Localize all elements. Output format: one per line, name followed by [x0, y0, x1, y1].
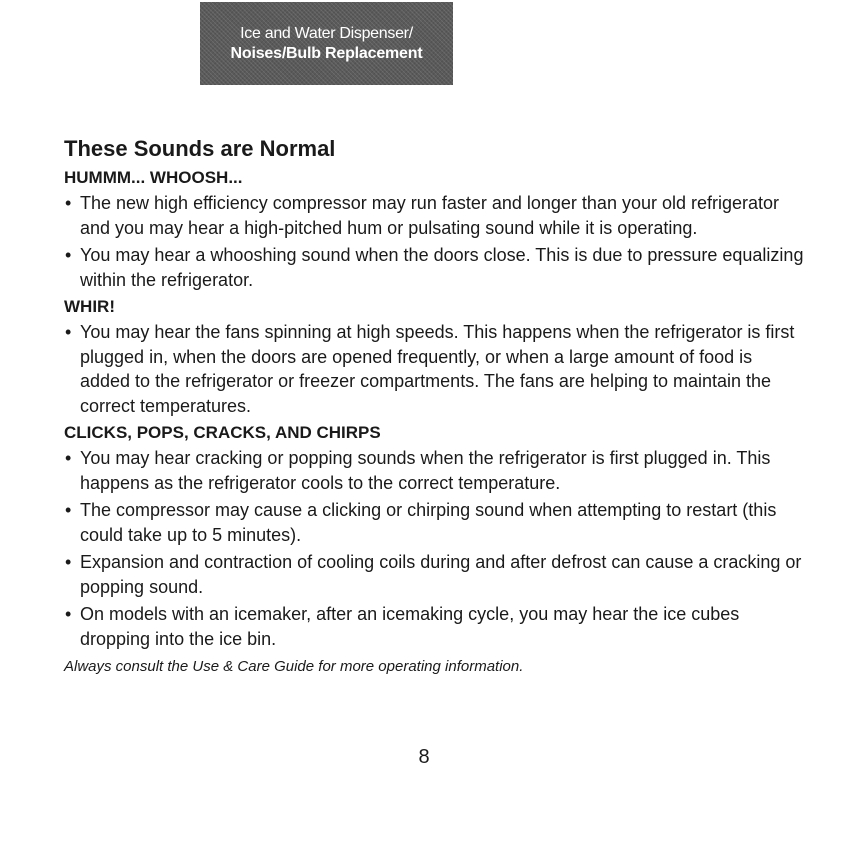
list-item-text: You may hear a whooshing sound when the doors close. This is due to pressure equalizing within the refrigerator.	[80, 245, 804, 290]
main-content	[64, 135, 804, 677]
list-item-text: You may hear the fans spinning at high speeds. This happens when the refrigerator is first plugged in, when the doors are opened frequently, or when a large amount of food is added to the refrigerator or freezer compartments. The fans are helping to maintain the correct temperatures.	[80, 322, 795, 416]
page-title: These Sounds are Normal	[64, 136, 336, 161]
subheading-clicks-pops: CLICKS, POPS, CRACKS, AND CHIRPS	[64, 423, 381, 442]
header-line-2: Noises/Bulb Replacement	[230, 44, 423, 62]
bullet-icon: •	[65, 500, 72, 520]
subheading-whir: WHIR!	[64, 297, 115, 316]
bullet-list	[64, 191, 804, 292]
bullet-list	[64, 320, 804, 418]
subheading-hummm-whoosh: HUMMM... WHOOSH...	[64, 168, 243, 187]
list-item	[64, 498, 804, 547]
page-number: 8	[418, 746, 430, 768]
list-item	[64, 602, 804, 651]
bullet-icon: •	[65, 245, 72, 265]
bullet-icon: •	[65, 604, 72, 624]
list-item	[64, 191, 804, 240]
bullet-list	[64, 446, 804, 651]
header-line-1: Ice and Water Dispenser/	[240, 24, 413, 42]
list-item-text: Expansion and contraction of cooling coils during and after defrost can cause a cracking or popping sound.	[80, 552, 802, 597]
bullet-icon: •	[65, 448, 72, 468]
list-item-text: The new high efficiency compressor may run faster and longer than your old refrigerator and you may hear a high-pitched hum or pulsating sound while it is operating.	[80, 193, 780, 238]
list-item	[64, 243, 804, 292]
list-item	[64, 446, 804, 495]
section-header-banner	[200, 2, 453, 85]
bullet-icon: •	[65, 193, 72, 213]
bullet-icon: •	[65, 552, 72, 572]
list-item-text: The compressor may cause a clicking or chirping sound when attempting to restart (this could take up to 5 minutes).	[80, 500, 777, 545]
list-item-text: You may hear cracking or popping sounds when the refrigerator is first plugged in. This happens as the refrigerator cools to the correct temperature.	[80, 448, 771, 493]
footnote: Always consult the Use & Care Guide for more operating information.	[64, 658, 524, 675]
bullet-icon: •	[65, 322, 72, 342]
list-item-text: On models with an icemaker, after an icemaking cycle, you may hear the ice cubes dropping into the ice bin.	[80, 604, 740, 649]
list-item	[64, 550, 804, 599]
list-item	[64, 320, 804, 418]
